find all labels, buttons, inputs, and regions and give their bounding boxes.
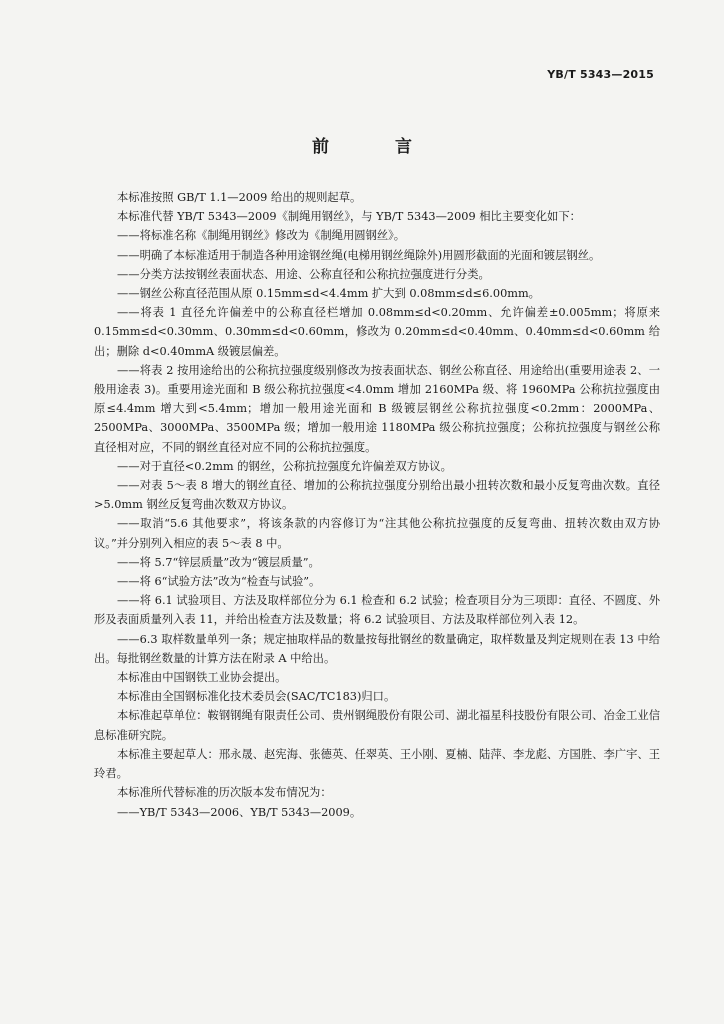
paragraph: 本标准主要起草人：邢永晟、赵宪海、张德英、任翠英、王小刚、夏楠、陆萍、李龙彪、方国胜、李广宇、王玲君。 (94, 747, 660, 781)
document-body (94, 188, 660, 822)
change-item: ——明确了本标准适用于制造各种用途钢丝绳(电梯用钢丝绳除外)用圆形截面的光面和镀层钢丝。 (117, 248, 601, 262)
paragraph: 本标准由中国钢铁工业协会提出。 (117, 671, 287, 685)
change-item: ——将表 2 按用途给出的公称抗拉强度级别修改为按表面状态、钢丝公称直径、用途给出(重要用途表 2、一般用途表 3)。重要用途光面和 B 级公称抗拉强度<4.0mm 增加 2160MPa 级、将 1960MPa 公称抗拉强度由原≤4.4mm 增大到<5.4mm；增加一般用途光面和 B 级镀层钢丝公称抗拉强度<0.2mm：2000MPa、2500MPa、3000MPa、3500MPa 级；增加一般用途 1180MPa 级公称抗拉强度；公称抗拉强度与钢丝公称直径相对应，不同的钢丝直径对应不同的公称抗拉强度。 (94, 363, 660, 454)
paragraph: 本标准按照 GB/T 1.1—2009 给出的规则起草。 (117, 191, 362, 204)
change-item: ——将 6.1 试验项目、方法及取样部位分为 6.1 检查和 6.2 试验；检查项目分为三项即：直径、不圆度、外形及表面质量列入表 11，并给出检查方法及数量；将 6.2 试验项目、方法及取样部位列入表 12。 (94, 594, 660, 627)
change-item: ——将 6“试验方法”改为“检查与试验”。 (117, 575, 321, 589)
change-item: ——6.3 取样数量单列一条；规定抽取样品的数量按每批钢丝的数量确定，取样数量及判定规则在表 13 中给出。每批钢丝数量的计算方法在附录 A 中给出。 (94, 632, 660, 665)
standard-code-header: YB/T 5343—2015 (547, 68, 654, 81)
change-item: ——取消“5.6 其他要求”，将该条款的内容修订为“注其他公称抗拉强度的反复弯曲、扭转次数由双方协议。”并分别列入相应的表 5～表 8 中。 (94, 517, 660, 550)
change-item: ——分类方法按钢丝表面状态、用途、公称直径和公称抗拉强度进行分类。 (117, 267, 490, 281)
paragraph: 本标准起草单位：鞍钢钢绳有限责任公司、贵州钢绳股份有限公司、湖北福星科技股份有限公司、冶金工业信息标准研究院。 (94, 709, 660, 742)
paragraph: 本标准由全国钢标准化技术委员会(SAC/TC183)归口。 (117, 690, 396, 704)
change-item: ——将表 1 直径允许偏差中的公称直径栏增加 0.08mm≤d<0.20mm、允许偏差±0.005mm；将原来 0.15mm≤d<0.30mm、0.30mm≤d<0.60mm，修改为 0.20mm≤d<0.40mm、0.40mm≤d<0.60mm 给出；删除 d<0.40mmA 级镀层偏差。 (94, 306, 660, 358)
change-item: ——将 5.7“锌层质量”改为“镀层质量”。 (117, 555, 320, 569)
change-item: ——对于直径<0.2mm 的钢丝，公称抗拉强度允许偏差双方协议。 (117, 459, 452, 473)
page-title: 前 言 (312, 137, 442, 157)
change-item: ——将标准名称《制绳用钢丝》修改为《制绳用圆钢丝》。 (117, 229, 406, 243)
change-item: ——YB/T 5343—2006、YB/T 5343—2009。 (117, 805, 362, 819)
change-item: ——对表 5～表 8 增大的钢丝直径、增加的公称抗拉强度分别给出最小扭转次数和最小反复弯曲次数。直径>5.0mm 钢丝反复弯曲次数双方协议。 (94, 479, 660, 512)
paragraph: 本标准代替 YB/T 5343—2009《制绳用钢丝》，与 YB/T 5343—2009 相比主要变化如下： (117, 210, 581, 224)
change-item: ——钢丝公称直径范围从原 0.15mm≤d<4.4mm 扩大到 0.08mm≤d≤6.00mm。 (117, 287, 540, 301)
paragraph: 本标准所代替标准的历次版本发布情况为： (117, 786, 332, 800)
